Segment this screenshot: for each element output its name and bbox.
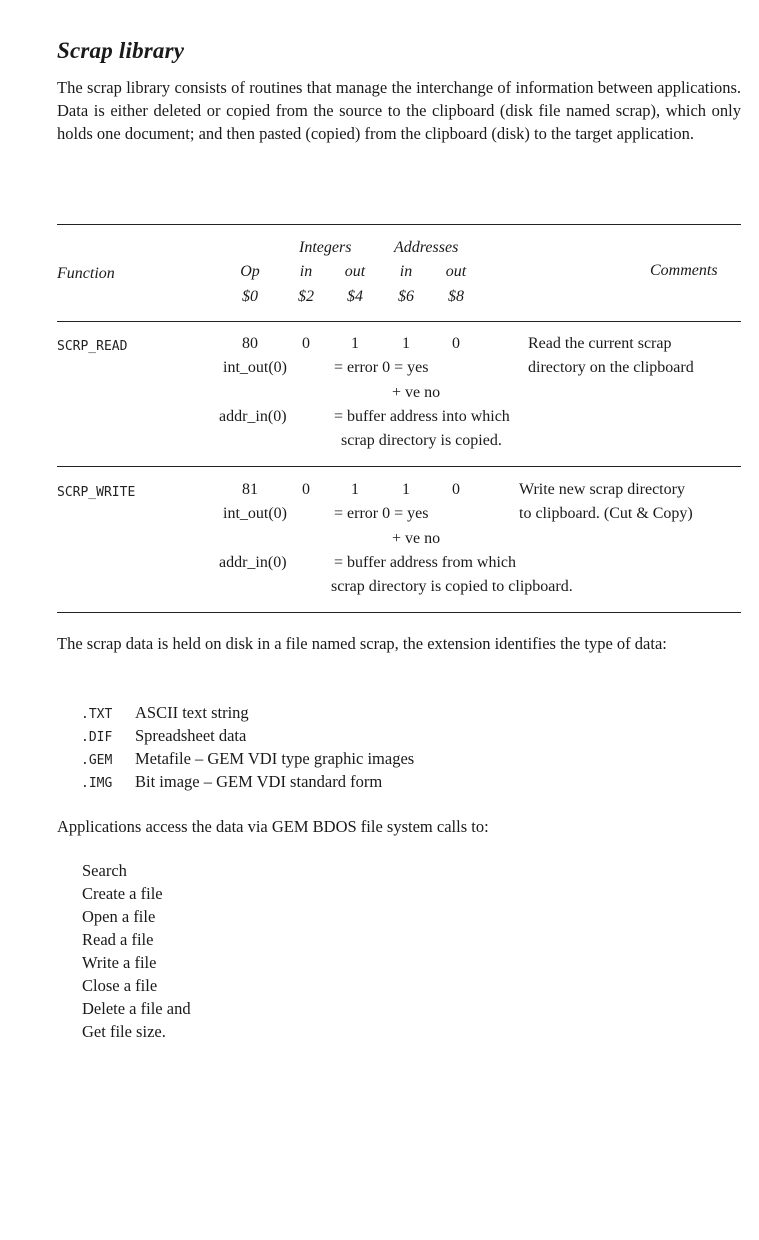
list-item: Create a file xyxy=(82,884,163,903)
extension-code: .DIF xyxy=(81,730,113,745)
header-int-out: out xyxy=(344,263,366,280)
reg-op: $0 xyxy=(242,288,258,305)
row-comment-line: to clipboard. (Cut & Copy) xyxy=(519,505,693,522)
row-int-out: 1 xyxy=(351,481,359,498)
header-function: Function xyxy=(57,265,115,282)
list-item xyxy=(81,703,249,723)
list-item xyxy=(81,726,246,746)
list-item xyxy=(81,749,414,769)
param-name: int_out(0) xyxy=(223,505,287,522)
header-addresses: Addresses xyxy=(394,239,459,256)
reg-addr-out: $8 xyxy=(448,288,464,305)
table-bottom-rule xyxy=(57,612,741,613)
row-addr-in: 1 xyxy=(402,335,410,352)
param-desc: = buffer address into which xyxy=(334,408,510,425)
table-top-rule xyxy=(57,224,741,225)
header-comments: Comments xyxy=(650,262,718,279)
list-item: Get file size. xyxy=(82,1022,166,1041)
row-int-in: 0 xyxy=(302,335,310,352)
row-int-in: 0 xyxy=(302,481,310,498)
row-comment-line: Write new scrap directory xyxy=(519,481,685,498)
extension-desc: Metafile – GEM VDI type graphic images xyxy=(135,749,415,768)
header-integers: Integers xyxy=(299,239,352,256)
param-name: addr_in(0) xyxy=(219,554,287,571)
param-name: addr_in(0) xyxy=(219,408,287,425)
section-title: Scrap library xyxy=(57,38,185,63)
header-bottom-rule xyxy=(57,321,741,322)
list-item: Delete a file and xyxy=(82,999,191,1018)
extension-desc: ASCII text string xyxy=(135,703,249,722)
param-desc: scrap directory is copied. xyxy=(341,432,502,449)
extension-code: .TXT xyxy=(81,707,113,722)
row-op: 80 xyxy=(242,335,258,352)
extension-desc: Bit image – GEM VDI standard form xyxy=(135,772,383,791)
row-function-name: SCRP_READ xyxy=(57,339,128,354)
row-int-out: 1 xyxy=(351,335,359,352)
list-item: Open a file xyxy=(82,907,156,926)
header-addr-in: in xyxy=(399,263,413,280)
reg-int-in: $2 xyxy=(298,288,314,305)
header-op: Op xyxy=(240,263,260,280)
extension-desc: Spreadsheet data xyxy=(135,726,247,745)
param-desc: = buffer address from which xyxy=(334,554,517,571)
extension-code: .IMG xyxy=(81,776,113,791)
row-addr-out: 0 xyxy=(452,481,460,498)
reg-int-out: $4 xyxy=(347,288,363,305)
row-function-name: SCRP_WRITE xyxy=(57,485,136,500)
list-item: Close a file xyxy=(82,976,158,995)
reg-addr-in: $6 xyxy=(398,288,414,305)
list-item xyxy=(81,772,382,792)
row-op: 81 xyxy=(242,481,258,498)
list-item: Search xyxy=(82,861,127,880)
row-addr-out: 0 xyxy=(452,335,460,352)
param-name: int_out(0) xyxy=(223,359,287,376)
param-desc: = error 0 = yes xyxy=(334,505,429,522)
header-int-in: in xyxy=(299,263,313,280)
intro-paragraph: The scrap library consists of routines that manage the interchange of information between applications. Data is either deleted or copied from the source to the clipboard (disk file named scrap), which only holds one document; and then pasted (copied) from the clipboard (disk) to the target application. xyxy=(57,78,741,143)
access-paragraph: Applications access the data via GEM BDOS file system calls to: xyxy=(57,817,489,836)
extension-code: .GEM xyxy=(81,753,113,768)
list-item: Read a file xyxy=(82,930,154,949)
list-item: Write a file xyxy=(82,953,157,972)
param-desc: + ve no xyxy=(392,530,441,547)
param-desc: = error 0 = yes xyxy=(334,359,429,376)
header-addr-out: out xyxy=(445,263,467,280)
row-separator-rule xyxy=(57,466,741,467)
row-comment-line: directory on the clipboard xyxy=(528,359,694,376)
param-desc: scrap directory is copied to clipboard. xyxy=(331,578,573,595)
param-desc: + ve no xyxy=(392,384,441,401)
row-comment-line: Read the current scrap xyxy=(528,335,672,352)
scrap-data-paragraph: The scrap data is held on disk in a file named scrap, the extension identifies the type of data: xyxy=(57,634,667,653)
row-addr-in: 1 xyxy=(402,481,410,498)
